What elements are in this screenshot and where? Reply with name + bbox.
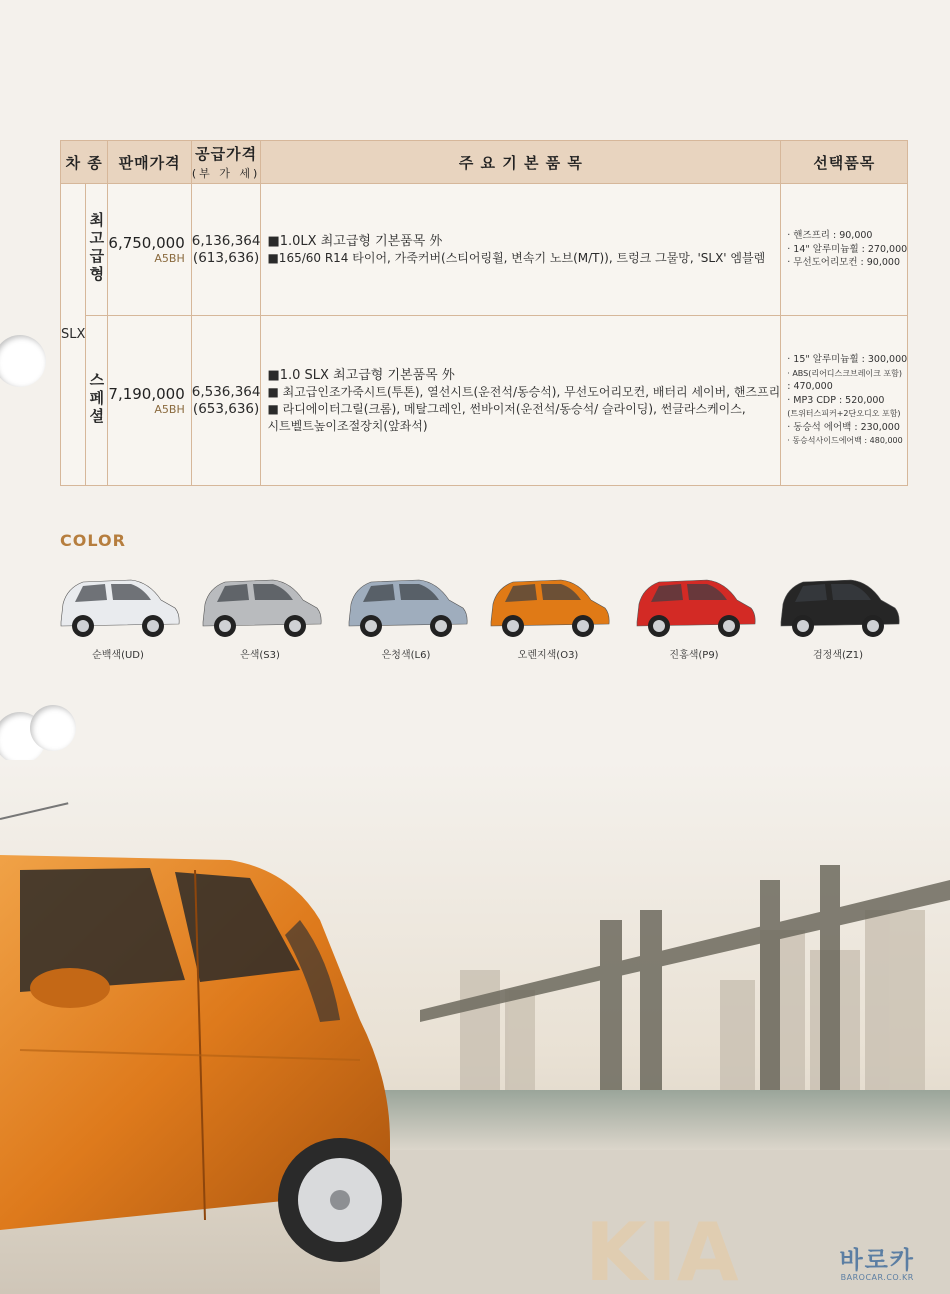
color-swatch bbox=[336, 574, 476, 661]
vat-value: (613,636) bbox=[192, 249, 260, 266]
model-code: A5BH bbox=[154, 403, 185, 416]
header-supply-price-sub: (부 가 세) bbox=[191, 167, 261, 180]
punch-hole bbox=[0, 335, 46, 387]
car-silhouette-icon bbox=[773, 574, 903, 644]
header-supply-price-label: 공급가격 bbox=[195, 145, 258, 163]
car-silhouette-icon bbox=[629, 574, 759, 644]
supply-price bbox=[191, 184, 261, 316]
item-line: ■ 라디에이터그릴(크롬), 메탈그레인, 썬바이저(운전석/동승석/ 슬라이딩), 썬글라스케이스, bbox=[267, 401, 746, 416]
car-silhouette-icon bbox=[483, 574, 613, 644]
reverse-page-showthrough bbox=[60, 55, 920, 115]
color-swatch bbox=[190, 574, 330, 661]
option-line: (트위터스피커+2단오디오 포함) bbox=[787, 409, 901, 419]
site-watermark bbox=[839, 1247, 915, 1282]
option-line: · ABS(리어디스크브레이크 포함) bbox=[787, 368, 903, 378]
color-swatch bbox=[768, 574, 908, 661]
car-silhouette-icon bbox=[53, 574, 183, 644]
header-trim: 차 종 bbox=[61, 141, 108, 184]
main-items bbox=[261, 316, 781, 486]
supply-price bbox=[191, 316, 261, 486]
retail-price-value: 7,190,000 bbox=[108, 385, 185, 403]
retail-price bbox=[108, 316, 191, 486]
options-list bbox=[781, 316, 908, 486]
main-items bbox=[261, 184, 781, 316]
model-code: A5BH bbox=[154, 252, 185, 265]
price-table bbox=[60, 140, 908, 486]
item-line: ■1.0LX 최고급형 기본품목 外 bbox=[267, 233, 443, 249]
punch-hole bbox=[30, 705, 76, 751]
color-name: 검정색(Z1) bbox=[813, 650, 863, 661]
trim-name bbox=[86, 184, 108, 316]
watermark-main: 바로카 bbox=[839, 1246, 915, 1274]
color-name: 은청색(L6) bbox=[381, 650, 431, 661]
car-silhouette-icon bbox=[195, 574, 325, 644]
header-main-items: 주 요 기 본 품 목 bbox=[261, 141, 781, 184]
supply-price-value: 6,536,364 bbox=[191, 383, 261, 400]
option-line: · 14" 알루미늄휠 : 270,000 bbox=[787, 243, 908, 255]
header-supply-price bbox=[191, 141, 261, 184]
options-list bbox=[781, 184, 908, 316]
option-line: · MP3 CDP : 520,000 bbox=[787, 394, 885, 406]
item-line: 시트벨트높이조절장치(앞좌석) bbox=[267, 418, 428, 433]
option-line: · 무선도어리모컨 : 90,000 bbox=[787, 257, 900, 269]
model-name: SLX bbox=[61, 184, 86, 486]
option-line: · 동승석 에어백 : 230,000 bbox=[787, 421, 900, 433]
option-line: · 15" 알루미늄휠 : 300,000 bbox=[787, 354, 908, 366]
color-name: 오렌지색(O3) bbox=[517, 650, 579, 661]
trim-label: 스페셜 bbox=[87, 371, 106, 426]
retail-price-value: 6,750,000 bbox=[108, 234, 185, 252]
header-retail-price: 판매가격 bbox=[108, 141, 191, 184]
option-line: · 핸즈프리 : 90,000 bbox=[787, 230, 873, 242]
color-swatch bbox=[48, 574, 188, 661]
item-line: ■1.0 SLX 최고급형 기본품목 外 bbox=[267, 367, 455, 383]
retail-price bbox=[108, 184, 191, 316]
watermark-sub: BAROCAR.CO.KR bbox=[840, 1273, 914, 1282]
option-line: : 470,000 bbox=[787, 381, 833, 393]
kia-ghost-logo: KIA bbox=[585, 1206, 739, 1294]
color-name: 진홍색(P9) bbox=[669, 650, 719, 661]
trim-name bbox=[86, 316, 108, 486]
color-swatch bbox=[624, 574, 764, 661]
hero-image bbox=[0, 760, 950, 1294]
table-row bbox=[61, 184, 908, 316]
vat-value: (653,636) bbox=[192, 400, 260, 417]
color-swatch bbox=[478, 574, 618, 661]
option-line: · 동승석사이드에어백 : 480,000 bbox=[787, 436, 903, 446]
table-row bbox=[61, 316, 908, 486]
color-name: 순백색(UD) bbox=[92, 650, 144, 661]
item-line: ■165/60 R14 타이어, 가죽커버(스티어링휠, 변속기 노브(M/T)), 트렁크 그물망, 'SLX' 엠블렘 bbox=[267, 250, 766, 265]
car-silhouette-icon bbox=[341, 574, 471, 644]
color-name: 은색(S3) bbox=[240, 650, 280, 661]
color-section-title: COLOR bbox=[60, 531, 126, 550]
header-options: 선택품목 bbox=[781, 141, 908, 184]
trim-label: 최고급형 bbox=[87, 211, 106, 284]
supply-price-value: 6,136,364 bbox=[191, 232, 261, 249]
item-line: ■ 최고급인조가죽시트(투톤), 열선시트(운전석/동승석), 무선도어리모컨, 배터리 세이버, 핸즈프리 bbox=[267, 384, 781, 399]
